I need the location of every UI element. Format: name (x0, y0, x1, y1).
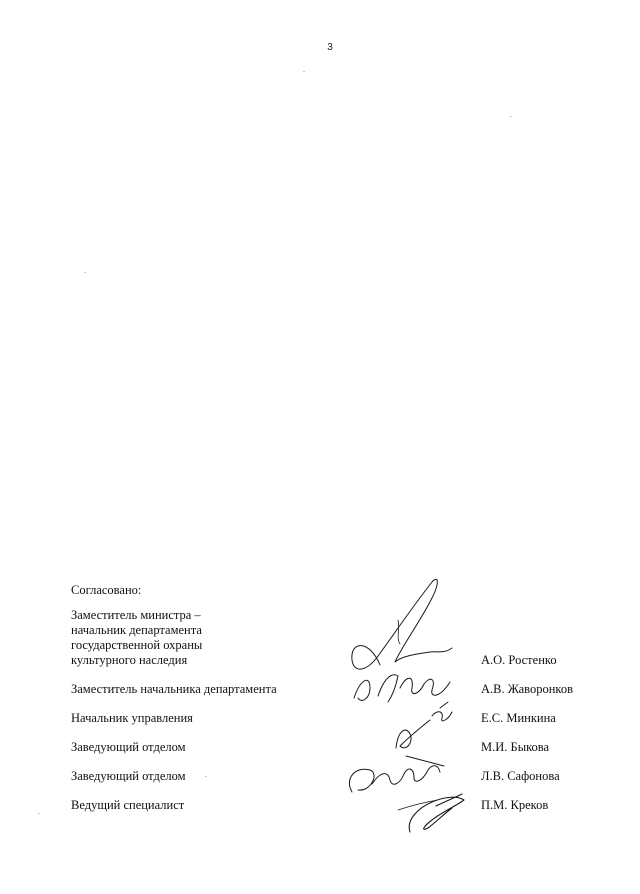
position-line: Заведующий отделом (71, 769, 186, 783)
approval-heading: Согласовано: (71, 583, 142, 597)
signatory-row (71, 682, 591, 697)
signatory-name: А.О. Ростенко (481, 653, 557, 667)
signature-1 (352, 579, 452, 669)
signature-2 (354, 675, 450, 702)
signatory-row (71, 740, 591, 755)
signatory-row (71, 711, 591, 726)
position-line: Заместитель министра – (71, 608, 201, 622)
signatory-name: А.В. Жаворонков (481, 682, 574, 696)
signatory-name: Л.В. Сафонова (481, 769, 560, 783)
signatures-drawing (340, 570, 480, 840)
signatory-row (71, 769, 591, 784)
signatory-position (71, 608, 202, 668)
signatory-row (71, 608, 591, 668)
position-line: начальник департамента (71, 623, 202, 637)
signature-5 (409, 794, 464, 832)
signatory-position (71, 682, 277, 697)
signatures-column (340, 570, 480, 840)
signatory-position (71, 711, 193, 726)
scan-speck (84, 272, 86, 273)
page-number: 3 (327, 42, 333, 53)
position-line: государственной охраны (71, 638, 203, 652)
signature-4 (349, 756, 444, 792)
signatory-position (71, 769, 186, 784)
scan-speck (510, 116, 512, 117)
position-line: Заместитель начальника департамента (71, 682, 277, 696)
position-line: Ведущий специалист (71, 798, 185, 812)
position-line: культурного наследия (71, 653, 188, 667)
scan-speck (38, 813, 40, 814)
scan-speck (303, 71, 305, 72)
signature-3 (396, 702, 452, 748)
signatory-name: М.И. Быкова (481, 740, 550, 754)
signatory-position (71, 740, 186, 755)
position-line: Начальник управления (71, 711, 193, 725)
signatory-position (71, 798, 184, 813)
signatory-name: П.М. Креков (481, 798, 549, 812)
position-line: Заведующий отделом (71, 740, 186, 754)
signatory-row (71, 798, 591, 813)
signatory-name: Е.С. Минкина (481, 711, 556, 725)
